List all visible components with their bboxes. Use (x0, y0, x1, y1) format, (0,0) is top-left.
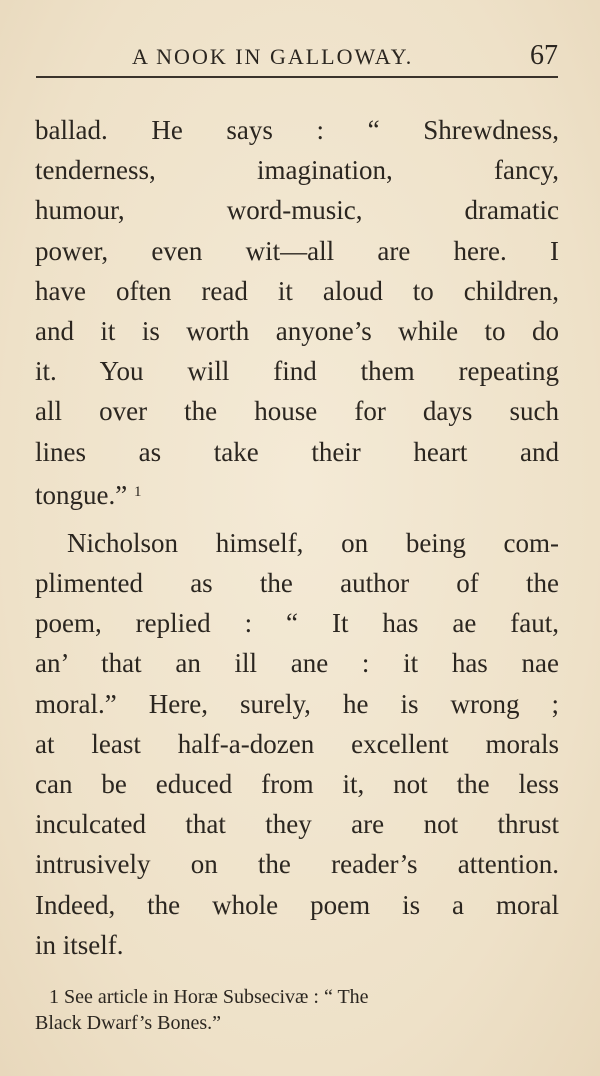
text-line: all over the house for days such (35, 396, 559, 427)
footnote-text: See article in Horæ Subsecivæ : “ The (64, 986, 369, 1008)
text-line: and it is worth anyone’s while to do (35, 315, 559, 346)
text-line: have often read it aloud to children, (35, 275, 559, 306)
text-line (35, 472, 559, 512)
text-line: it. You will find them repeating (35, 356, 559, 387)
text-line: ballad. He says : “ Shrewdness, (35, 115, 559, 145)
text-line: moral.” Here, surely, he is wrong ; (35, 688, 559, 719)
footnote-line (35, 984, 559, 1010)
text-line: at least half-a-dozen excellent morals (35, 728, 559, 759)
paragraph (35, 110, 559, 512)
text-line: tenderness, imagination, fancy, (35, 155, 559, 186)
text-line: can be educed from it, not the less (35, 769, 559, 799)
text-line: power, even wit—all are here. I (35, 235, 559, 266)
text-line: lines as take their heart and (35, 436, 559, 467)
running-title: A NOOK IN GALLOWAY. (132, 44, 414, 69)
text-line: Nicholson himself, on being com- (67, 527, 559, 558)
text-line: intrusively on the reader’s attention. (35, 849, 559, 880)
text-line: inculcated that they are not thrust (35, 809, 559, 840)
text-line: plimented as the author of the (35, 568, 559, 599)
footnote-reference: 1 (133, 483, 142, 500)
paragraph (35, 523, 559, 965)
footnote-marker: 1 (49, 986, 59, 1008)
text-line: in itself. (35, 929, 124, 960)
text-line: Indeed, the whole poem is a moral (35, 889, 559, 920)
running-head (36, 40, 558, 78)
body-text (35, 110, 559, 965)
text-line: an’ that an ill ane : it has nae (35, 648, 559, 679)
text-line-content: tongue.” (35, 479, 128, 510)
text-line: poem, replied : “ It has ae faut, (35, 608, 559, 639)
text-line: humour, word-music, dramatic (35, 195, 559, 226)
footnote-line: Black Dwarf’s Bones.” (35, 1012, 222, 1034)
footnote (35, 984, 559, 1036)
page-number: 67 (530, 40, 558, 71)
